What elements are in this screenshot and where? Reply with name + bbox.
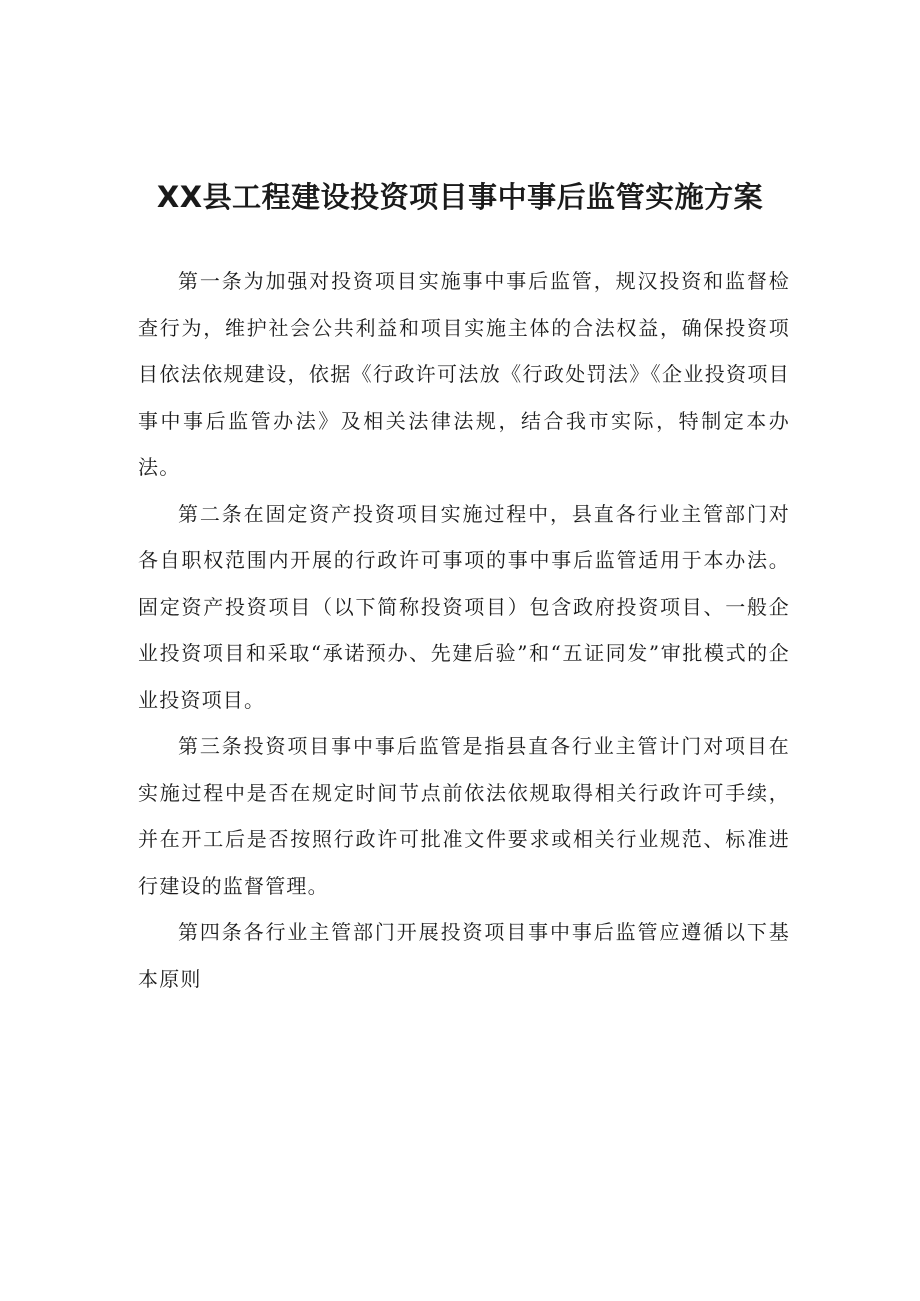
paragraph-article-3: 第三条投资项目事中事后监管是指县直各行业主管计门对项目在实施过程中是否在规定时间节点前依法依规取得相关行政许可手续，并在开工后是否按照行政许可批准文件要求或相关行业规范、标准进行建设的监督管理。 <box>138 734 790 898</box>
document-title: XX县工程建设投资项目事中事后监管实施方案 <box>156 180 764 214</box>
paragraph-article-4: 第四条各行业主管部门开展投资项目事中事后监管应遵循以下基本原则 <box>138 920 790 991</box>
paragraph-article-2: 第二条在固定资产投资项目实施过程中，县直各行业主管部门对各自职权范围内开展的行政许可事项的事中事后监管适用于本办法。固定资产投资项目（以下简称投资项目）包含政府投资项目、一般企业投资项目和采取“承诺预办、先建后验”和“五证同发”审批模式的企业投资项目。 <box>138 501 790 712</box>
document-body <box>138 258 790 1002</box>
paragraph-article-1: 第一条为加强对投资项目实施事中事后监管，规汉投资和监督检查行为，维护社会公共利益和项目实施主体的合法权益，确保投资项目依法依规建设，依据《行政许可法放《行政处罚法》《企业投资项目事中事后监管办法》及相关法律法规，结合我市实际，特制定本办法。 <box>138 269 790 479</box>
